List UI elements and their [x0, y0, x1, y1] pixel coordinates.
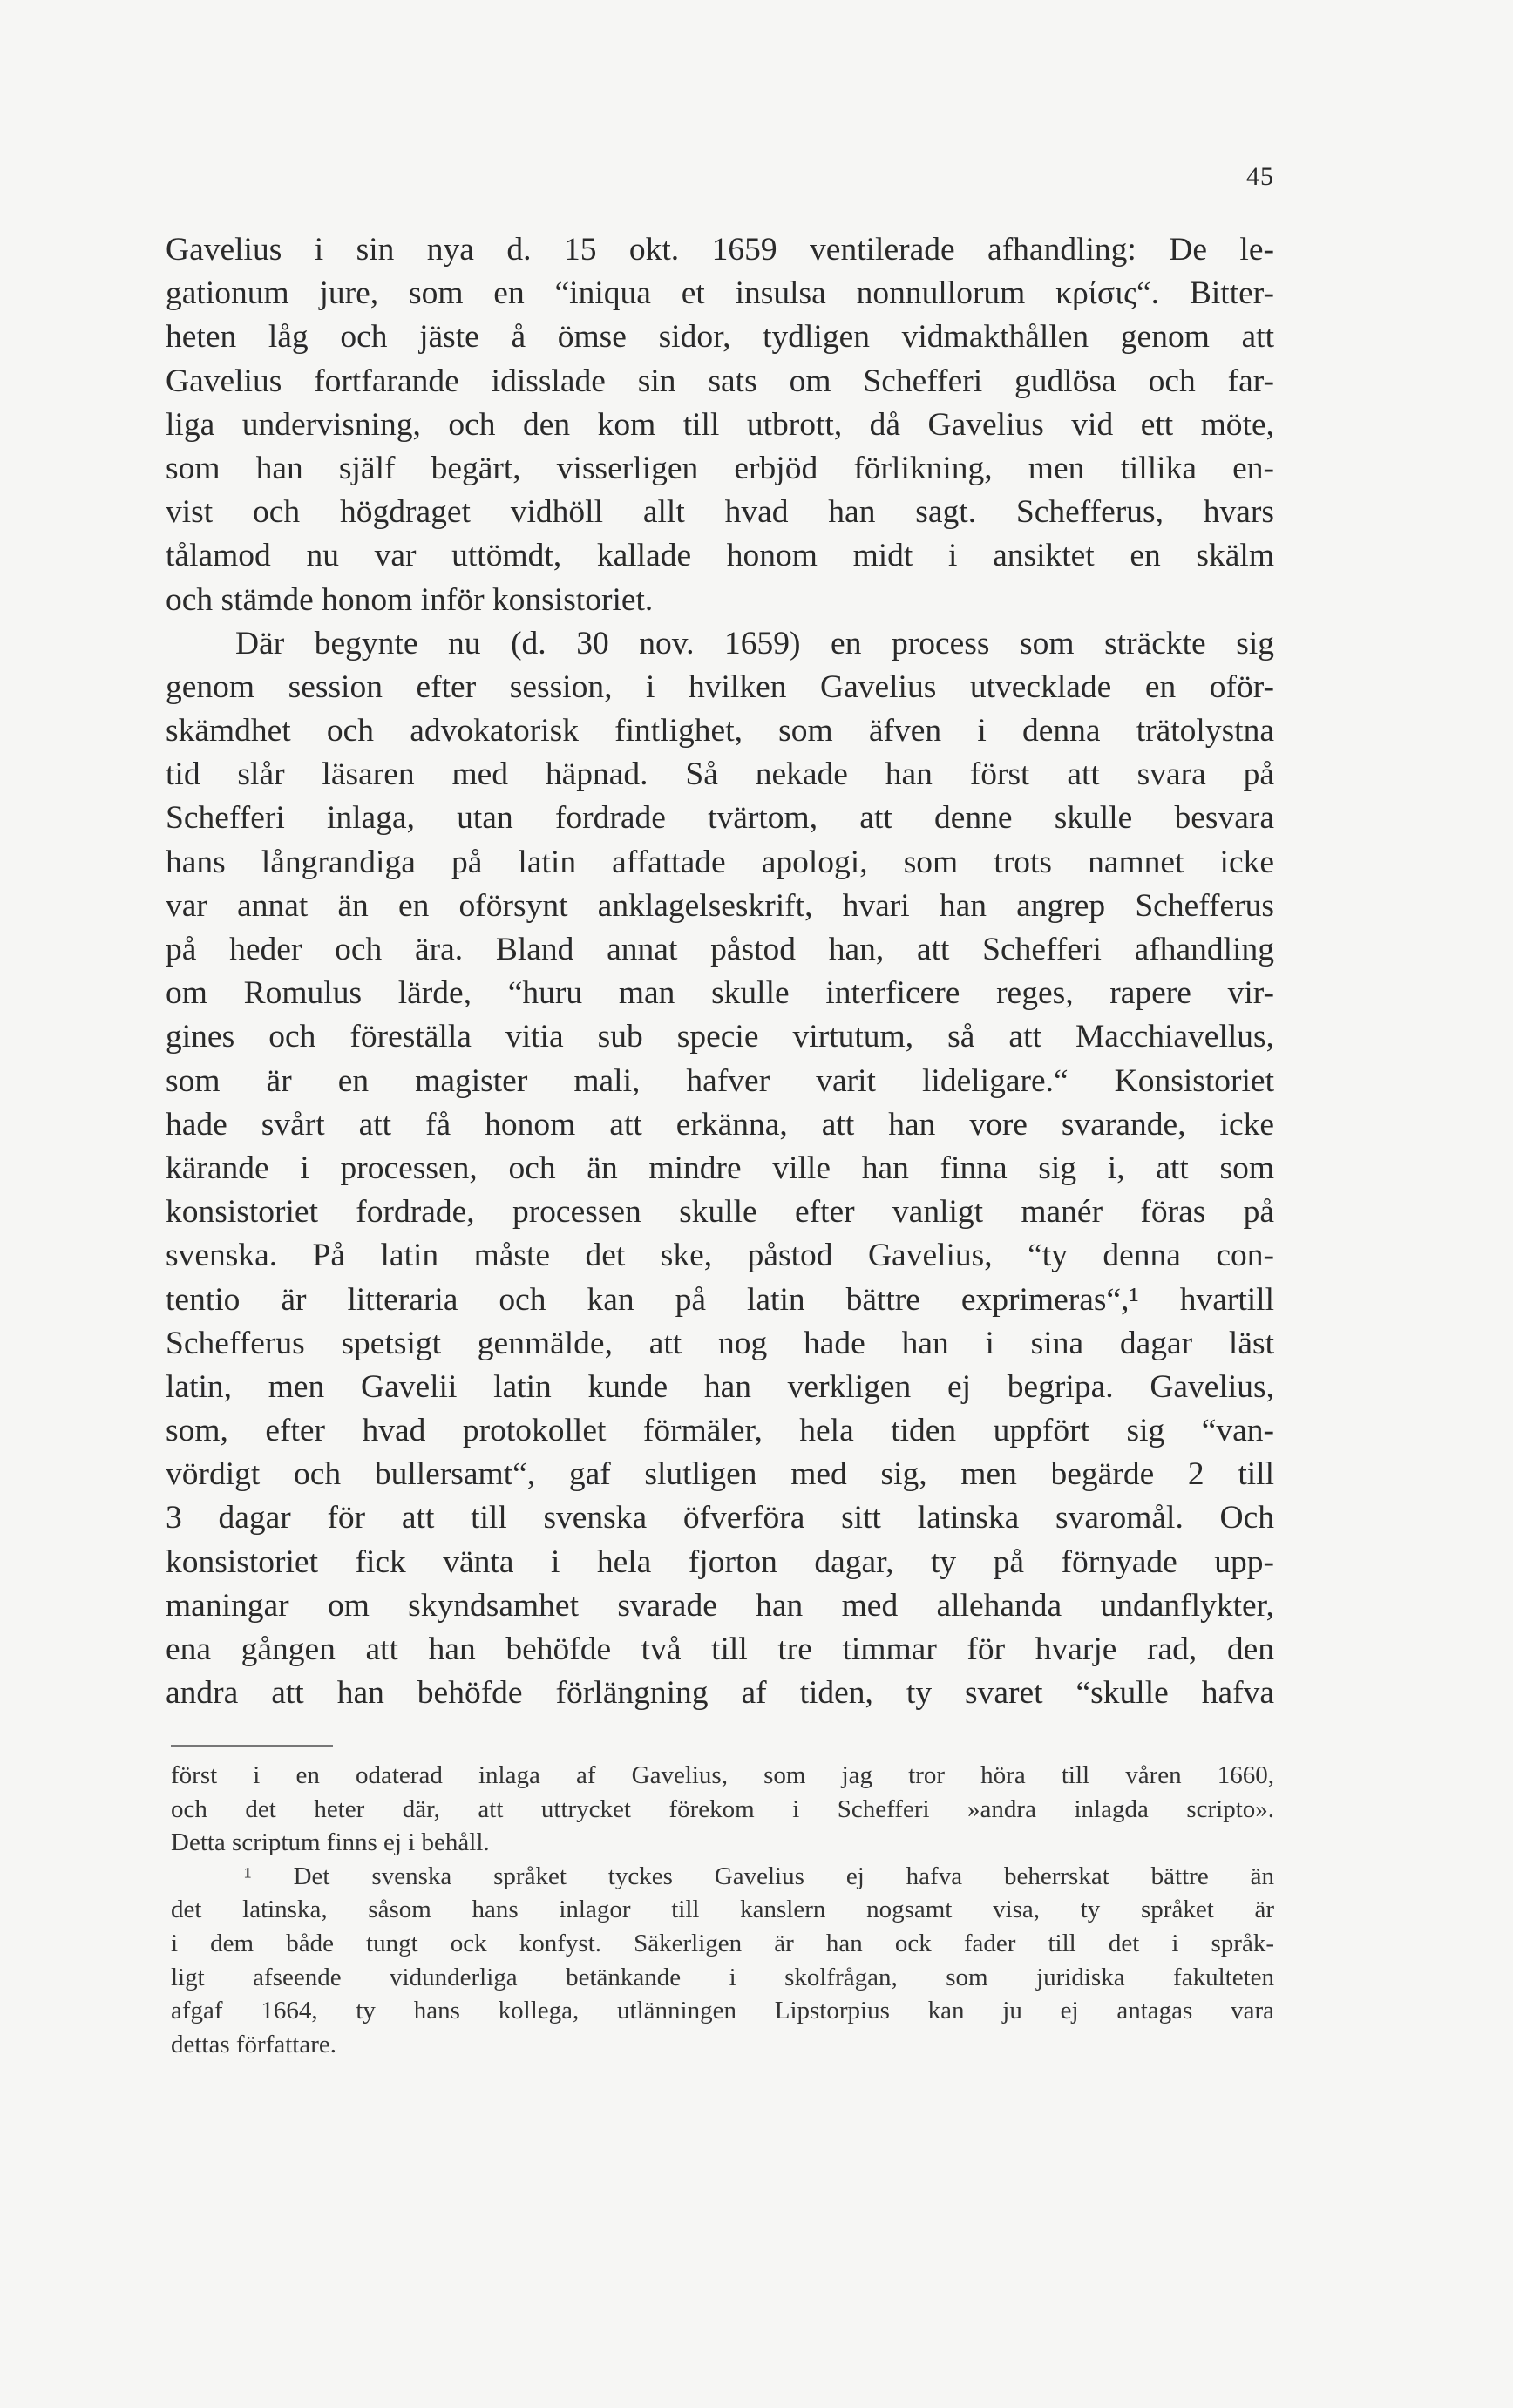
footnote-line: och det heter där, att uttrycket förekom i Schefferi »andra inlagda scripto». — [171, 1794, 1274, 1823]
text-line: gationum jure, som en “iniqua et insulsa nonnullorum κρίσις“. Bitter- — [166, 275, 1274, 312]
text-line: om Romulus lärde, “huru man skulle interficere reges, rapere vir- — [166, 975, 1274, 1012]
footnote-line: först i en odaterad inlaga af Gavelius, som jag tror höra till våren 1660, — [171, 1761, 1274, 1789]
text-line: ena gången att han behöfde två till tre timmar för hvarje rad, den — [166, 1631, 1274, 1667]
text-line: tålamod nu var uttömdt, kallade honom midt i ansiktet en skälm — [166, 538, 1274, 574]
text-line: vördigt och bullersamt“, gaf slutligen med sig, men begärde 2 till — [166, 1456, 1274, 1493]
text-line: kärande i processen, och än mindre ville han finna sig i, att som — [166, 1150, 1274, 1186]
footnote-line: i dem både tungt ock konfyst. Säkerligen är han ock fader till det i språk- — [171, 1929, 1274, 1957]
text-line: andra att han behöfde förlängning af tiden, ty svaret “skulle hafva — [166, 1675, 1274, 1712]
text-line: tid slår läsaren med häpnad. Så nekade han först att svara på — [166, 756, 1274, 793]
text-line: konsistoriet fordrade, processen skulle efter vanligt manér föras på — [166, 1194, 1274, 1231]
text-line: Schefferus spetsigt genmälde, att nog hade han i sina dagar läst — [166, 1325, 1274, 1361]
footnote-line: Detta scriptum finns ej i behåll. — [171, 1828, 490, 1857]
footnote-rule — [171, 1745, 333, 1747]
text-line: konsistoriet fick vänta i hela fjorton dagar, ty på förnyade upp- — [166, 1543, 1274, 1580]
text-line: vist och högdraget vidhöll allt hvad han sagt. Schefferus, hvars — [166, 494, 1274, 531]
footnotes — [171, 1759, 1274, 2061]
page-number: 45 — [1246, 162, 1274, 191]
text-line: Gavelius fortfarande idisslade sin sats om Schefferi gudlösa och far- — [166, 363, 1274, 399]
text-line: liga undervisning, och den kom till utbrott, då Gavelius vid ett möte, — [166, 406, 1274, 443]
text-line: Schefferi inlaga, utan fordrade tvärtom, att denne skulle besvara — [166, 800, 1274, 837]
text-line: som han själf begärt, visserligen erbjöd förlikning, men tillika en- — [166, 450, 1274, 486]
text-line: latin, men Gavelii latin kunde han verkligen ej begripa. Gavelius, — [166, 1368, 1274, 1405]
text-line: var annat än en oförsynt anklagelseskrift, hvari han angrep Schefferus — [166, 887, 1274, 924]
footnote-line: det latinska, såsom hans inlagor till kanslern nogsamt visa, ty språket är — [171, 1896, 1274, 1924]
text-line: skämdhet och advokatorisk fintlighet, som äfven i denna trätolystna — [166, 713, 1274, 750]
text-line: på heder och ära. Bland annat påstod han, att Schefferi afhandling — [166, 932, 1274, 967]
footnote-line: ¹ Det svenska språket tyckes Gavelius ej hafva beherrskat bättre än — [244, 1862, 1274, 1890]
text-line: och stämde honom inför konsistoriet. — [166, 581, 654, 618]
text-line: som är en magister mali, hafver varit lideligare.“ Konsistoriet — [166, 1062, 1274, 1099]
footnote-line: afgaf 1664, ty hans kollega, utlänningen Lipstorpius kan ju ej antagas vara — [171, 1997, 1274, 2025]
text-line: tentio är litteraria och kan på latin bättre exprimeras“,¹ hvartill — [166, 1281, 1274, 1318]
footnote-line: ligt afseende vidunderliga betänkande i skolfrågan, som juridiska fakulteten — [171, 1963, 1274, 1991]
text-line: gines och föreställa vitia sub specie virtutum, så att Macchiavellus, — [166, 1019, 1274, 1055]
text-line: genom session efter session, i hvilken Gavelius utvecklade en oför- — [166, 668, 1274, 705]
body-text — [166, 228, 1274, 1715]
text-line: som, efter hvad protokollet förmäler, hela tiden uppfört sig “van- — [166, 1413, 1274, 1449]
text-line: hade svårt att få honom att erkänna, att han vore svarande, icke — [166, 1106, 1274, 1143]
text-line: maningar om skyndsamhet svarade han med allehanda undanflykter, — [166, 1587, 1274, 1624]
text-line: 3 dagar för att till svenska öfverföra sitt latinska svaromål. Och — [166, 1500, 1274, 1536]
text-line: svenska. På latin måste det ske, påstod Gavelius, “ty denna con- — [166, 1238, 1274, 1274]
text-line: hans långrandiga på latin affattade apologi, som trots namnet icke — [166, 844, 1274, 880]
text-line: Där begynte nu (d. 30 nov. 1659) en process som sträckte sig — [235, 625, 1274, 661]
text-line: Gavelius i sin nya d. 15 okt. 1659 ventilerade afhandling: De le- — [166, 232, 1274, 268]
footnote-line: dettas författare. — [171, 2030, 337, 2059]
text-line: heten låg och jäste å ömse sidor, tydligen vidmakthållen genom att — [166, 319, 1274, 356]
